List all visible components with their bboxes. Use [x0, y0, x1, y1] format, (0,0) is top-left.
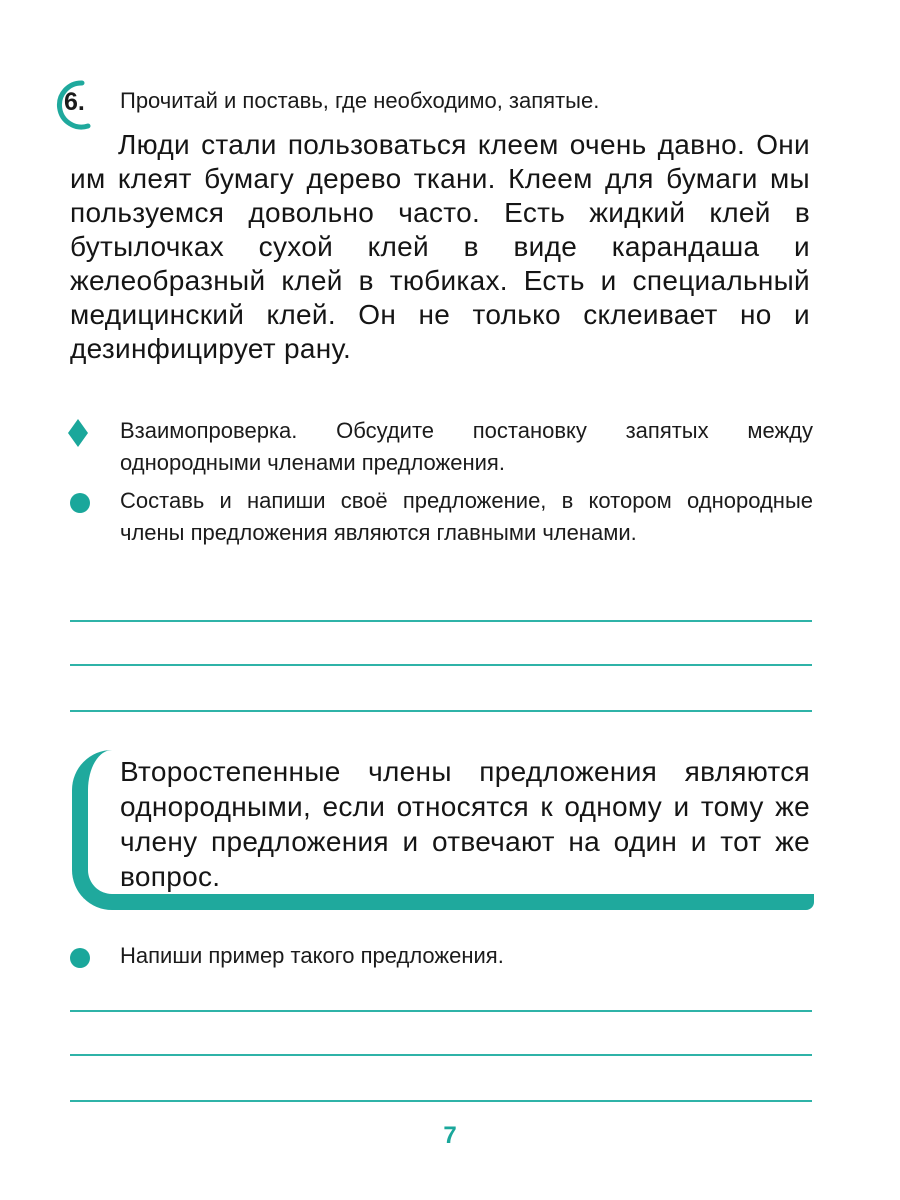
task-instruction: Прочитай и поставь, где необходимо, запятые. — [120, 88, 600, 113]
item-text: Взаимопроверка. Обсудите постановку запятых между однородными членами предложения. — [120, 418, 813, 475]
dot-icon — [70, 948, 90, 968]
dot-icon — [70, 493, 90, 513]
writing-line[interactable] — [70, 1054, 812, 1056]
task-number: 6. — [64, 88, 85, 116]
writing-line[interactable] — [70, 664, 812, 666]
item-text: Напиши пример такого предложения. — [120, 943, 504, 968]
page-number: 7 — [443, 1122, 457, 1149]
rule-text: Второстепенные члены предложения являются однородными, если относятся к одному и тому же члену предложения и отвечают на один и тот же вопрос. — [120, 756, 810, 892]
exercise-text: Люди стали пользоваться клеем очень давно. Они им клеят бумагу дерево ткани. Клеем для бумаги мы пользуемся довольно часто. Есть жидкий клей в бутылочках сухой клей в виде карандаша и желеобразный клей в тюбиках. Есть и специальный медицинский клей. Он не только склеивает но и дезинфицирует рану. — [70, 129, 810, 364]
list-item-compose — [68, 485, 813, 549]
task-header — [48, 80, 868, 130]
list-item-example — [68, 940, 813, 972]
writing-line[interactable] — [70, 1100, 812, 1102]
list-item-peer-check — [68, 415, 813, 479]
item-text: Составь и напиши своё предложение, в котором однородные члены предложения являются главными членами. — [120, 488, 813, 545]
writing-line[interactable] — [70, 1010, 812, 1012]
writing-line[interactable] — [70, 620, 812, 622]
writing-line[interactable] — [70, 710, 812, 712]
diamond-icon — [68, 419, 88, 447]
